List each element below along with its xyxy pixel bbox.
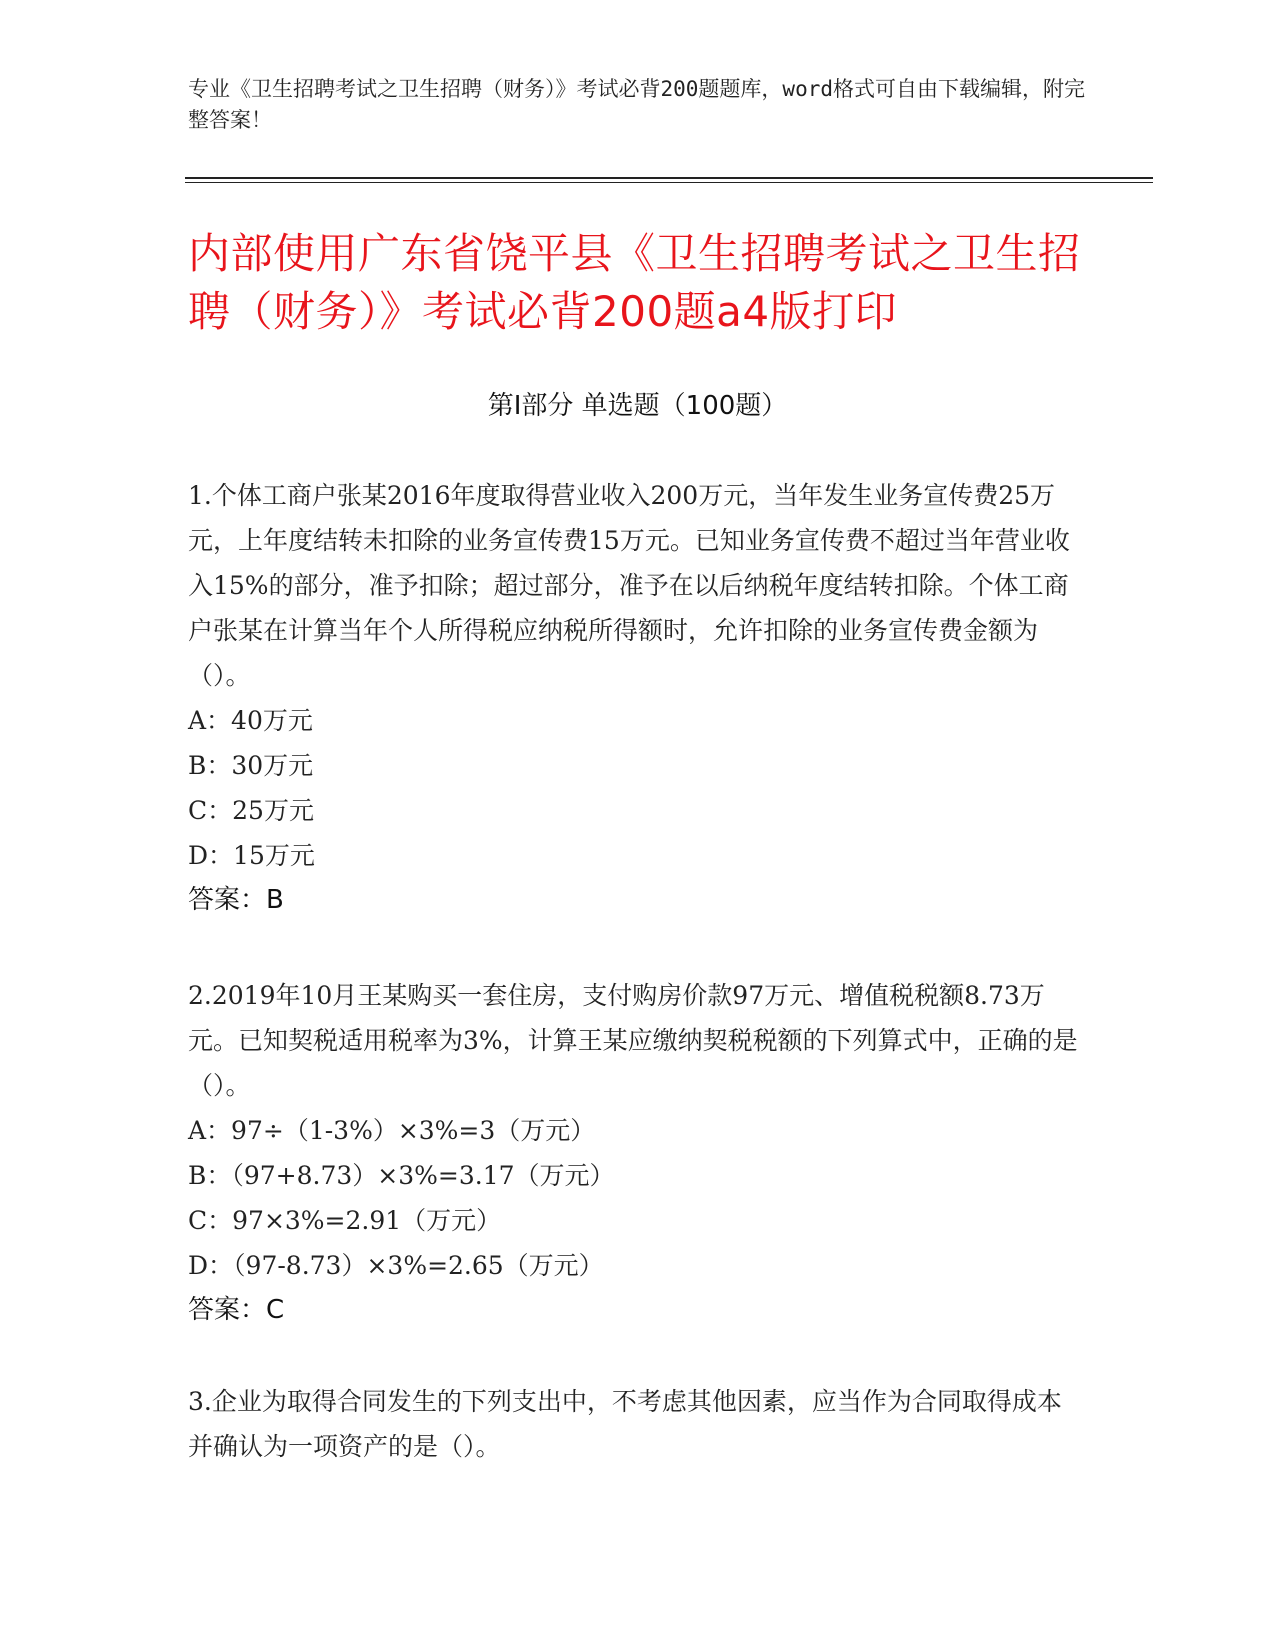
option-b: B：（97+8.73）×3%=3.17（万元） <box>188 1161 615 1190</box>
answer: 答案：C <box>188 1295 285 1325</box>
answer: 答案：B <box>188 885 284 915</box>
document-title: 内部使用广东省饶平县《卫生招聘考试之卫生招聘（财务）》考试必背200题a4版打印 <box>188 229 1081 336</box>
header-divider-thin <box>185 182 1153 183</box>
option-a: A：40万元 <box>188 706 313 735</box>
section-heading: 第I部分 单选题（100题） <box>487 391 788 421</box>
question-stem: 3.企业为取得合同发生的下列支出中，不考虑其他因素，应当作为合同取得成本并确认为一项资产的是（）。 <box>188 1387 1062 1461</box>
question-stem: 1.个体工商户张某2016年度取得营业收入200万元，当年发生业务宣传费25万元，上年度结转未扣除的业务宣传费15万元。已知业务宣传费不超过当年营业收入15%的部分，准予扣除；超过部分，准予在以后纳税年度结转扣除。个体工商户张某在计算当年个人所得税应纳税所得额时，允许扣除的业务宣传费金额为（）。 <box>188 481 1070 690</box>
option-c: C：25万元 <box>188 796 314 825</box>
option-d: D：（97-8.73）×3%=2.65（万元） <box>188 1251 604 1280</box>
header-divider-thick <box>185 177 1153 179</box>
intro-text: 专业《卫生招聘考试之卫生招聘（财务）》考试必背200题题库，word格式可自由下载编辑，附完整答案！ <box>188 77 1085 132</box>
question-stem: 2.2019年10月王某购买一套住房，支付购房价款97万元、增值税税额8.73万元。已知契税适用税率为3%，计算王某应缴纳契税税额的下列算式中，正确的是（）。 <box>188 981 1078 1100</box>
option-b: B：30万元 <box>188 751 314 780</box>
option-a: A：97÷（1-3%）×3%=3（万元） <box>188 1116 596 1145</box>
question-2 <box>188 973 1078 1333</box>
option-d: D：15万元 <box>188 841 315 870</box>
question-1 <box>188 473 1078 923</box>
option-c: C：97×3%=2.91（万元） <box>188 1206 502 1235</box>
question-3 <box>188 1379 1078 1469</box>
